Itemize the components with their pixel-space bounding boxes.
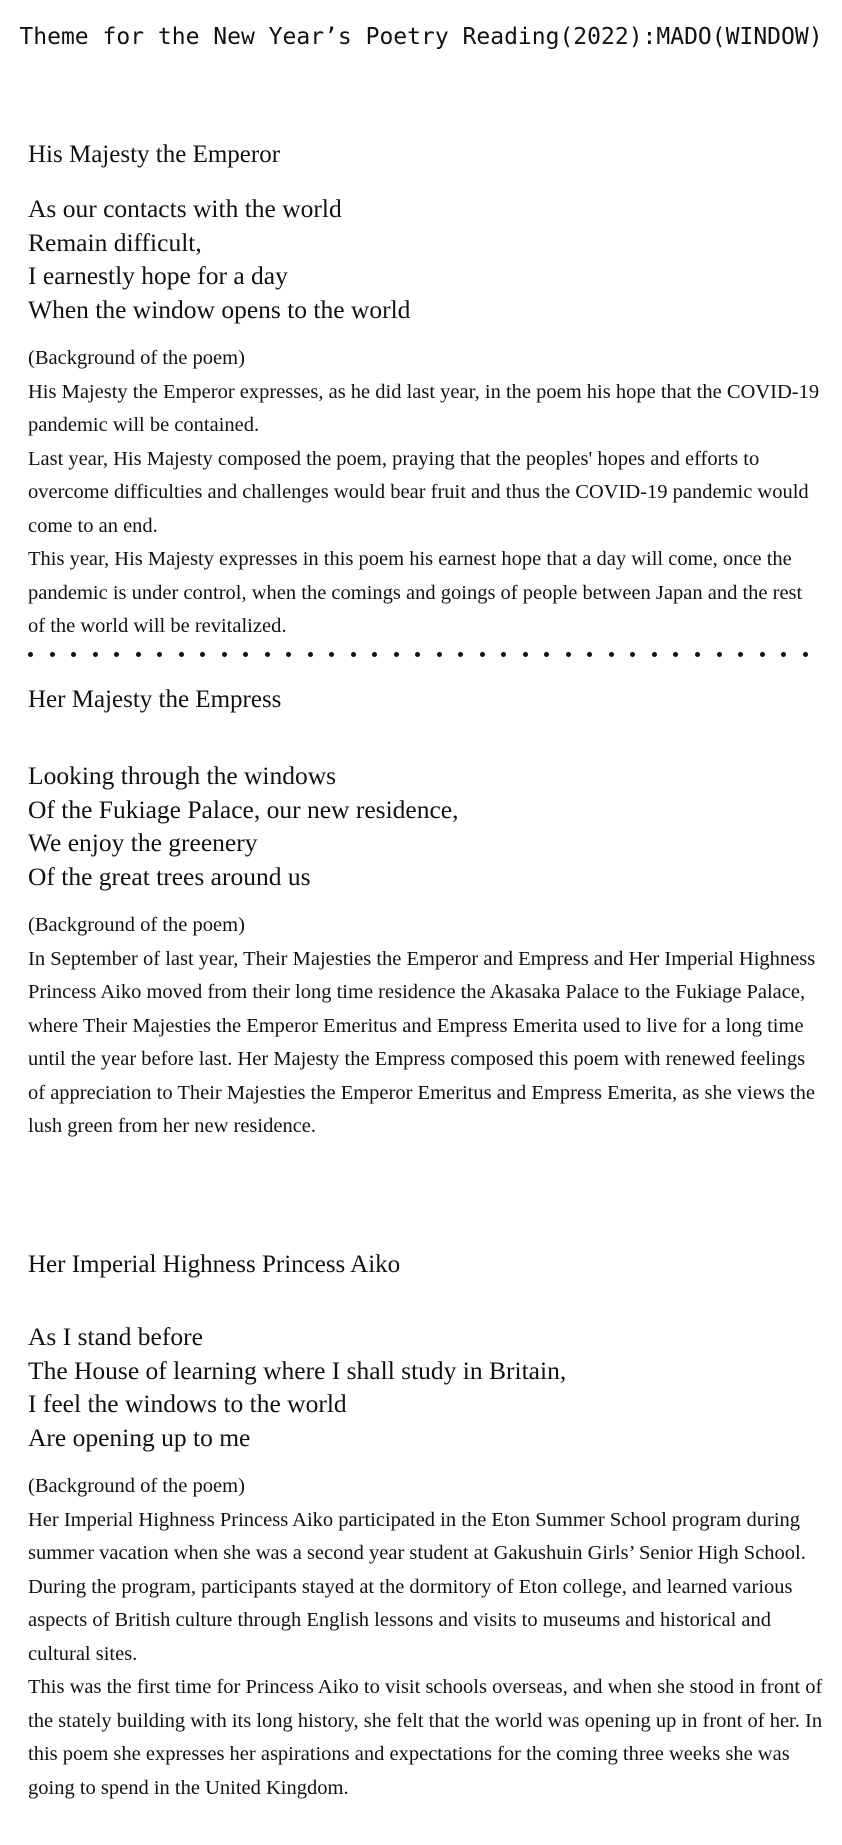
divider-dot [329,652,334,657]
poem [28,759,828,893]
background-label: (Background of the poem) [28,1475,245,1497]
dotted-divider [28,652,808,657]
divider-dot [351,652,356,657]
section-emperor [28,138,828,644]
background-paragraph: His Majesty the Emperor expresses, as he did last year, in the poem his hope that the COVID-19 pandemic will be contained. [28,380,820,436]
divider-dot [501,652,506,657]
divider-dot [243,652,248,657]
poem [28,1320,828,1454]
background-paragraph: Last year, His Majesty composed the poem, praying that the peoples' hopes and efforts to overcome difficulties and challenges would bear fruit and thus the COVID-19 pandemic would come to an end. [28,447,809,537]
background-label: (Background of the poem) [28,347,245,369]
poem-line: As our contacts with the world [28,194,342,223]
poem-line: I earnestly hope for a day [28,261,288,290]
divider-dot [136,652,141,657]
poem-line: Remain difficult, [28,227,202,257]
divider-dot [717,652,722,657]
divider-dot [630,652,635,657]
divider-dot [265,652,270,657]
divider-dot [695,652,700,657]
divider-dot [415,652,420,657]
background-paragraph: Her Imperial Highness Princess Aiko participated in the Eton Summer School program during summer vacation when she was a second year student at Gakushuin Girls’ Senior High School. During the program, participants stayed at the dormitory of Eton college, and learned various aspects of British culture through English lessons and visits to museums and historical and cultural sites. [28,1508,806,1665]
divider-dot [286,652,291,657]
poem-line: We enjoy the greenery [28,828,258,857]
divider-dot [738,652,743,657]
author-heading: Her Majesty the Empress [28,686,282,713]
divider-dot [28,652,33,657]
author-heading: His Majesty the Emperor [28,141,281,168]
divider-dot [372,652,377,657]
divider-dot [200,652,205,657]
divider-dot [222,652,227,657]
divider-dot [587,652,592,657]
author-heading: Her Imperial Highness Princess Aiko [28,1251,401,1278]
poem-line: Of the great trees around us [28,861,311,891]
divider-dot [781,652,786,657]
background-paragraph: In September of last year, Their Majesties the Emperor and Empress and Her Imperial Highness Princess Aiko moved from their long time residence the Akasaka Palace to the Fukiage Palace, where Their Majesties the Emperor Emeritus and Empress Emerita used to live for a long time until the year before last. Her Majesty the Empress composed this poem with renewed feelings of appreciation to Their Majesties the Emperor Emeritus and Empress Emerita, as she views the lush green from her new residence. [28,947,816,1137]
divider-dot [50,652,55,657]
divider-dot [308,652,313,657]
poem [28,192,828,326]
divider-dot [609,652,614,657]
divider-dot [437,652,442,657]
divider-dot [93,652,98,657]
divider-dot [157,652,162,657]
divider-dot [523,652,528,657]
poem-line: Looking through the windows [28,761,337,790]
divider-dot [114,652,119,657]
poem-line: When the window opens to the world [28,294,411,324]
divider-dot [673,652,678,657]
background-paragraph: This year, His Majesty expresses in this poem his earnest hope that a day will come, once the pandemic is under control, when the comings and goings of people between Japan and the rest of the world will be revitalized. [28,548,803,637]
poem-line: As I stand before [28,1322,203,1351]
divider-dot [458,652,463,657]
divider-dot [652,652,657,657]
divider-dot [480,652,485,657]
section-princess-aiko [28,1248,828,1805]
poem-line: The House of learning where I shall study in Britain, [28,1355,567,1385]
background-paragraph: This was the first time for Princess Aiko to visit schools overseas, and when she stood in front of the stately building with its long history, she felt that the world was opening up in front of her. In this poem she expresses her aspirations and expectations for the coming three weeks she was going to spend in the United Kingdom. [28,1676,823,1799]
divider-dot [566,652,571,657]
divider-dot [179,652,184,657]
poem-line: Are opening up to me [28,1422,251,1452]
divider-dot [394,652,399,657]
divider-dot [760,652,765,657]
background-label: (Background of the poem) [28,914,245,936]
poem-line: Of the Fukiage Palace, our new residence, [28,794,459,824]
poem-line: I feel the windows to the world [28,1389,347,1418]
page-title: Theme for the New Year’s Poetry Reading(2022):MADO(WINDOW) [19,24,823,50]
divider-dot [544,652,549,657]
section-empress [28,683,828,1144]
divider-dot [803,652,808,657]
divider-dot [71,652,76,657]
